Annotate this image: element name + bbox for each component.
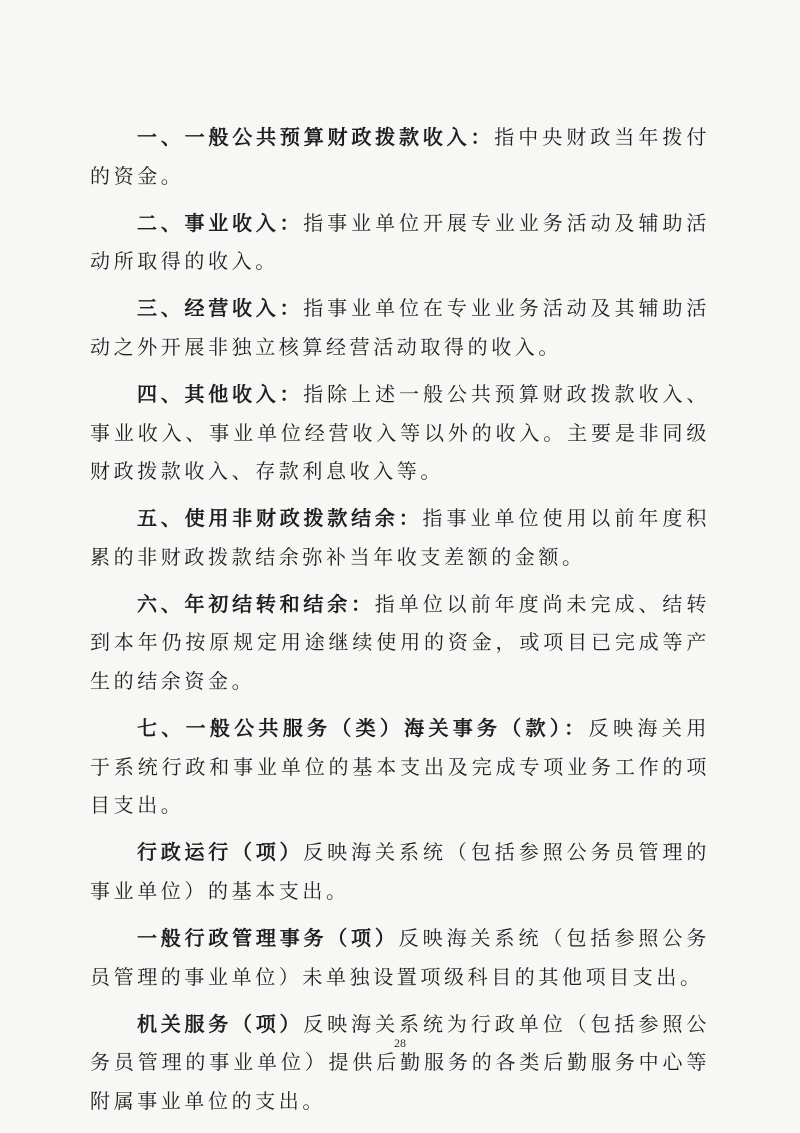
paragraph-administrative-operation [90,833,710,910]
definition: 反映海关用于系统行政和事业单位的基本支出及完成专项业务工作的项目支出。 [90,716,710,818]
paragraph-carryover-balance [90,585,710,701]
definition: 指单位以前年度尚未完成、结转到本年仍按原规定用途继续使用的资金，或项目已完成等产生的结余资金。 [90,591,711,693]
term: 一、一般公共预算财政拨款收入： [137,125,495,149]
paragraph-general-admin-affairs [90,919,710,996]
term: 六、年初结转和结余： [137,591,375,616]
term: 三、经营收入： [137,296,304,321]
definition: 指事业单位开展专业业务活动及辅助活动所取得的收入。 [90,210,710,274]
term: 四、其他收入： [137,382,304,407]
definition: 反映海关系统为行政单位（包括参照公务员管理的事业单位）提供后勤服务的各类后勤服务中心等附属事业单位的支出。 [90,1011,710,1113]
term: 行政运行（项） [137,840,304,865]
paragraph-agency-services [90,1005,710,1121]
page-number: 28 [394,1036,406,1050]
definition: 反映海关系统（包括参照公务员管理的事业单位）的基本支出。 [90,840,710,903]
paragraph-non-fiscal-surplus [90,499,710,576]
term: 五、使用非财政拨款结余： [137,506,423,531]
paragraph-operating-income [90,289,710,366]
definition: 反映海关系统（包括参照公务员管理的事业单位）未单独设置项级科目的其他项目支出。 [90,926,710,989]
paragraph-business-income [90,204,710,281]
term: 机关服务（项） [137,1011,304,1036]
definition: 指事业单位使用以前年度积累的非财政拨款结余弥补当年收支差额的金额。 [90,506,710,569]
paragraph-general-budget-income [90,118,710,195]
paragraph-customs-affairs [90,709,710,825]
paragraph-other-income [90,375,710,491]
definition: 指事业单位在专业业务活动及其辅助活动之外开展非独立核算经营活动取得的收入。 [90,296,710,359]
definition: 指除上述一般公共预算财政拨款收入、事业收入、事业单位经营收入等以外的收入。主要是非同级财政拨款收入、存款利息收入等。 [90,382,710,484]
term: 七、一般公共服务（类）海关事务（款）： [137,716,589,741]
term: 二、事业收入： [137,210,304,235]
term: 一般行政管理事务（项） [137,926,399,950]
definition: 指中央财政当年拨付的资金。 [90,125,711,188]
